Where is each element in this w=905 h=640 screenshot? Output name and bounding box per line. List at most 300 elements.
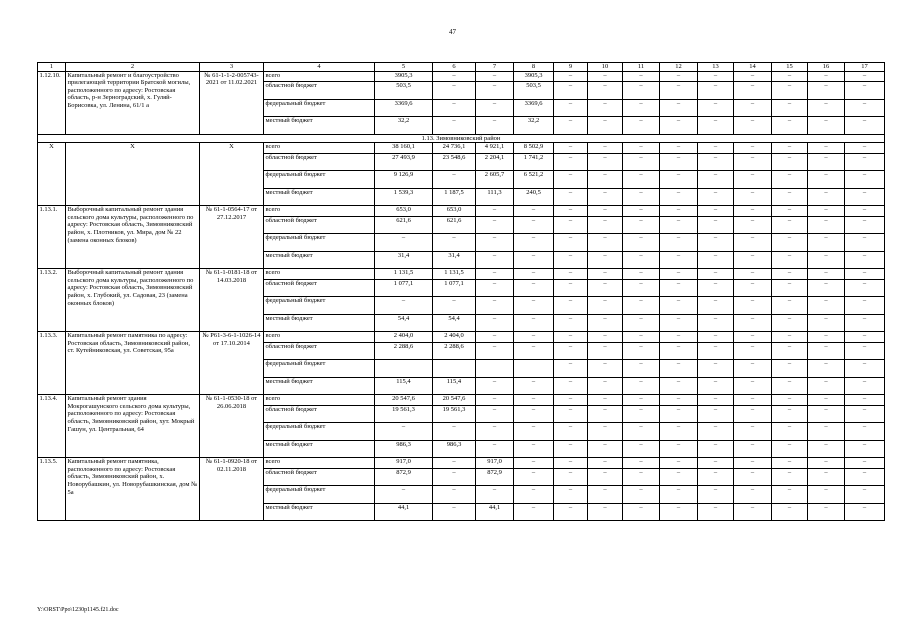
dash-cell: – — [698, 405, 734, 423]
value-cell: 2 288,6 — [375, 342, 433, 360]
item-document: № Р61-3-6-1-1026-14 от 17.10.2014 — [200, 332, 264, 395]
header-cell: 3 — [200, 63, 264, 72]
dash-cell: – — [772, 458, 808, 469]
budget-type: федеральный бюджет — [264, 99, 375, 117]
value-cell: – — [476, 314, 514, 332]
item-id: 1.13.3. — [38, 332, 66, 395]
dash-cell: – — [660, 332, 698, 343]
value-cell: – — [476, 423, 514, 441]
dash-cell: – — [808, 143, 845, 154]
budget-type: федеральный бюджет — [264, 171, 375, 189]
data-table — [37, 62, 885, 521]
budget-type: всего — [264, 143, 375, 154]
value-cell: 27 493,9 — [375, 153, 433, 171]
dash-cell: – — [845, 342, 885, 360]
dash-cell: – — [845, 216, 885, 234]
dash-cell: – — [808, 395, 845, 406]
value-cell: – — [433, 458, 476, 469]
dash-cell: – — [698, 71, 734, 82]
dash-cell: – — [808, 297, 845, 315]
dash-cell: – — [734, 332, 772, 343]
item-id: 1.13.5. — [38, 458, 66, 521]
dash-cell: – — [734, 269, 772, 280]
dash-cell: – — [588, 360, 623, 378]
dash-cell: – — [734, 234, 772, 252]
dash-cell: – — [660, 342, 698, 360]
value-cell: – — [476, 395, 514, 406]
value-cell: – — [514, 314, 554, 332]
section-title: 1.13. Зимовниковский район — [38, 134, 885, 143]
dash-cell: – — [808, 377, 845, 395]
budget-type: всего — [264, 269, 375, 280]
dash-cell: – — [623, 360, 660, 378]
budget-type: федеральный бюджет — [264, 234, 375, 252]
dash-cell: – — [698, 206, 734, 217]
section-row — [38, 134, 885, 143]
value-cell: – — [476, 251, 514, 269]
dash-cell: – — [698, 297, 734, 315]
dash-cell: – — [734, 279, 772, 297]
value-cell: 111,3 — [476, 188, 514, 206]
value-cell: – — [433, 117, 476, 135]
dash-cell: – — [845, 206, 885, 217]
item-document: № 61-1-0181-18 от 14.03.2018 — [200, 269, 264, 332]
dash-cell: – — [772, 171, 808, 189]
header-cell: 6 — [433, 63, 476, 72]
value-cell: – — [514, 405, 554, 423]
header-cell: 2 — [66, 63, 200, 72]
header-cell: 5 — [375, 63, 433, 72]
dash-cell: – — [772, 143, 808, 154]
value-cell: 1 131,5 — [375, 269, 433, 280]
dash-cell: – — [845, 153, 885, 171]
value-cell: – — [433, 297, 476, 315]
dash-cell: – — [772, 342, 808, 360]
value-cell: 503,5 — [514, 82, 554, 100]
dash-cell: – — [845, 395, 885, 406]
dash-cell: – — [845, 117, 885, 135]
value-cell: 3905,3 — [514, 71, 554, 82]
dash-cell: – — [660, 117, 698, 135]
dash-cell: – — [808, 188, 845, 206]
dash-cell: – — [623, 143, 660, 154]
value-cell: – — [514, 440, 554, 458]
dash-cell: – — [554, 216, 588, 234]
value-cell: – — [476, 440, 514, 458]
budget-type: местный бюджет — [264, 251, 375, 269]
dash-cell: – — [660, 503, 698, 521]
value-cell: – — [476, 297, 514, 315]
value-cell: 1 077,1 — [433, 279, 476, 297]
value-cell: – — [476, 117, 514, 135]
dash-cell: – — [660, 216, 698, 234]
dash-cell: – — [588, 377, 623, 395]
budget-type: всего — [264, 71, 375, 82]
dash-cell: – — [734, 395, 772, 406]
dash-cell: – — [772, 82, 808, 100]
dash-cell: – — [845, 486, 885, 504]
dash-cell: – — [772, 153, 808, 171]
dash-cell: – — [554, 440, 588, 458]
dash-cell: – — [554, 279, 588, 297]
dash-cell: – — [698, 188, 734, 206]
dash-cell: – — [588, 395, 623, 406]
dash-cell: – — [734, 153, 772, 171]
dash-cell: – — [554, 395, 588, 406]
dash-cell: – — [808, 332, 845, 343]
value-cell: 44,1 — [375, 503, 433, 521]
budget-type: местный бюджет — [264, 440, 375, 458]
value-cell: – — [514, 503, 554, 521]
dash-cell: – — [588, 332, 623, 343]
dash-cell: – — [698, 153, 734, 171]
dash-cell: – — [772, 423, 808, 441]
dash-cell: – — [588, 82, 623, 100]
header-cell: 15 — [772, 63, 808, 72]
budget-type: областной бюджет — [264, 342, 375, 360]
value-cell: – — [514, 395, 554, 406]
dash-cell: – — [588, 99, 623, 117]
dash-cell: – — [588, 143, 623, 154]
dash-cell: – — [554, 143, 588, 154]
header-cell: 11 — [623, 63, 660, 72]
dash-cell: – — [623, 423, 660, 441]
value-cell: – — [514, 251, 554, 269]
dash-cell: – — [588, 405, 623, 423]
value-cell: – — [433, 82, 476, 100]
item-id: 1.13.2. — [38, 269, 66, 332]
dash-cell: – — [554, 99, 588, 117]
value-cell: 1 741,2 — [514, 153, 554, 171]
dash-cell: – — [554, 153, 588, 171]
value-cell: – — [476, 342, 514, 360]
page-number: 47 — [449, 28, 456, 36]
dash-cell: – — [734, 360, 772, 378]
dash-cell: – — [554, 206, 588, 217]
budget-type: местный бюджет — [264, 503, 375, 521]
value-cell: 917,0 — [375, 458, 433, 469]
dash-cell: – — [698, 143, 734, 154]
budget-type: областной бюджет — [264, 279, 375, 297]
value-cell: – — [375, 234, 433, 252]
dash-cell: – — [623, 342, 660, 360]
value-cell: 1 077,1 — [375, 279, 433, 297]
value-cell: – — [514, 297, 554, 315]
dash-cell: – — [554, 269, 588, 280]
dash-cell: – — [623, 503, 660, 521]
dash-cell: – — [588, 503, 623, 521]
item-name: Капитальный ремонт памятника по адресу: Ростовская область, Зимовниковский район, ст. Кутейниковская, ул. Советская, 95а — [66, 332, 200, 395]
budget-type: областной бюджет — [264, 405, 375, 423]
budget-type: федеральный бюджет — [264, 297, 375, 315]
dash-cell: – — [660, 377, 698, 395]
dash-cell: – — [588, 440, 623, 458]
value-cell: – — [514, 377, 554, 395]
dash-cell: – — [660, 206, 698, 217]
value-cell: 621,6 — [375, 216, 433, 234]
value-cell: 9 126,9 — [375, 171, 433, 189]
value-cell: 2 404,0 — [433, 332, 476, 343]
value-cell: 2 605,7 — [476, 171, 514, 189]
value-cell: 19 561,3 — [433, 405, 476, 423]
value-cell: – — [514, 206, 554, 217]
dash-cell: – — [734, 377, 772, 395]
dash-cell: – — [808, 405, 845, 423]
value-cell: – — [476, 486, 514, 504]
dash-cell: – — [554, 405, 588, 423]
dash-cell: – — [623, 405, 660, 423]
dash-cell: – — [734, 188, 772, 206]
value-cell: 1 539,3 — [375, 188, 433, 206]
dash-cell: – — [734, 486, 772, 504]
budget-type: всего — [264, 206, 375, 217]
value-cell: – — [433, 99, 476, 117]
value-cell: 54,4 — [375, 314, 433, 332]
value-cell: – — [514, 269, 554, 280]
item-document: № 61-1-0530-18 от 26.06.2018 — [200, 395, 264, 458]
dash-cell: – — [734, 117, 772, 135]
value-cell: – — [433, 234, 476, 252]
dash-cell: – — [845, 440, 885, 458]
dash-cell: – — [808, 279, 845, 297]
value-cell: – — [375, 486, 433, 504]
value-cell: – — [514, 234, 554, 252]
dash-cell: – — [808, 423, 845, 441]
value-cell: – — [514, 279, 554, 297]
value-cell: 8 502,9 — [514, 143, 554, 154]
dash-cell: – — [734, 458, 772, 469]
value-cell: – — [514, 332, 554, 343]
dash-cell: – — [808, 206, 845, 217]
value-cell: 3905,3 — [375, 71, 433, 82]
dash-cell: – — [660, 405, 698, 423]
dash-cell: – — [588, 234, 623, 252]
dash-cell: – — [734, 99, 772, 117]
dash-cell: – — [772, 405, 808, 423]
dash-cell: – — [808, 99, 845, 117]
value-cell — [433, 360, 476, 378]
dash-cell: – — [845, 377, 885, 395]
dash-cell: – — [660, 440, 698, 458]
dash-cell: – — [660, 297, 698, 315]
value-cell: – — [433, 71, 476, 82]
value-cell: 986,3 — [375, 440, 433, 458]
value-cell: – — [433, 486, 476, 504]
dash-cell: – — [698, 360, 734, 378]
dash-cell: – — [808, 440, 845, 458]
dash-cell: – — [734, 423, 772, 441]
value-cell: – — [476, 82, 514, 100]
dash-cell: – — [845, 297, 885, 315]
dash-cell: – — [554, 314, 588, 332]
value-cell: – — [433, 468, 476, 486]
table-row — [38, 269, 885, 280]
header-cell: 1 — [38, 63, 66, 72]
dash-cell: – — [554, 234, 588, 252]
dash-cell: – — [554, 360, 588, 378]
dash-cell: – — [698, 377, 734, 395]
dash-cell: – — [845, 251, 885, 269]
dash-cell: – — [660, 143, 698, 154]
value-cell: 23 548,6 — [433, 153, 476, 171]
dash-cell: – — [660, 269, 698, 280]
item-id: Х — [38, 143, 66, 206]
budget-type: местный бюджет — [264, 188, 375, 206]
value-cell: 653,0 — [375, 206, 433, 217]
dash-cell: – — [554, 468, 588, 486]
dash-cell: – — [734, 314, 772, 332]
dash-cell: – — [772, 360, 808, 378]
value-cell: 3369,6 — [514, 99, 554, 117]
dash-cell: – — [734, 297, 772, 315]
value-cell: 32,2 — [514, 117, 554, 135]
dash-cell: – — [772, 395, 808, 406]
dash-cell: – — [660, 71, 698, 82]
dash-cell: – — [734, 251, 772, 269]
item-document: Х — [200, 143, 264, 206]
dash-cell: – — [588, 486, 623, 504]
dash-cell: – — [734, 440, 772, 458]
budget-type: областной бюджет — [264, 82, 375, 100]
value-cell: 2 204,1 — [476, 153, 514, 171]
value-cell: – — [514, 423, 554, 441]
value-cell: – — [476, 206, 514, 217]
item-id: 1.13.1. — [38, 206, 66, 269]
dash-cell: – — [588, 216, 623, 234]
dash-cell: – — [623, 395, 660, 406]
dash-cell: – — [845, 405, 885, 423]
value-cell: 2 288,6 — [433, 342, 476, 360]
dash-cell: – — [845, 423, 885, 441]
dash-cell: – — [588, 269, 623, 280]
dash-cell: – — [623, 486, 660, 504]
item-document: № 61-1-0920-18 от 02.11.2018 — [200, 458, 264, 521]
table-row — [38, 332, 885, 343]
value-cell: – — [476, 405, 514, 423]
dash-cell: – — [698, 458, 734, 469]
dash-cell: – — [588, 206, 623, 217]
header-cell: 14 — [734, 63, 772, 72]
dash-cell: – — [554, 342, 588, 360]
dash-cell: – — [772, 117, 808, 135]
value-cell: 44,1 — [476, 503, 514, 521]
dash-cell: – — [588, 188, 623, 206]
dash-cell: – — [588, 423, 623, 441]
value-cell: 621,6 — [433, 216, 476, 234]
value-cell: 31,4 — [375, 251, 433, 269]
dash-cell: – — [554, 117, 588, 135]
budget-type: областной бюджет — [264, 216, 375, 234]
dash-cell: – — [588, 297, 623, 315]
dash-cell: – — [772, 503, 808, 521]
dash-cell: – — [554, 251, 588, 269]
dash-cell: – — [845, 314, 885, 332]
item-name: Капитальный ремонт здания Мокрогашунского сельского дома культуры, расположенного по адресу: Ростовская область, Зимовниковский район, хут. Мокрый Гашун, ул. Центральная, 64 — [66, 395, 200, 458]
value-cell: 653,0 — [433, 206, 476, 217]
dash-cell: – — [734, 405, 772, 423]
dash-cell: – — [623, 71, 660, 82]
dash-cell: – — [623, 99, 660, 117]
dash-cell: – — [808, 342, 845, 360]
dash-cell: – — [845, 269, 885, 280]
value-cell: – — [476, 377, 514, 395]
item-name: Капитальный ремонт памятника, расположенного по адресу: Ростовская область, Зимовниковский район, х. Новорубашкин, ул. Новорубашкинская, дом № 5а — [66, 458, 200, 521]
value-cell: – — [476, 234, 514, 252]
dash-cell: – — [623, 188, 660, 206]
dash-cell: – — [808, 486, 845, 504]
dash-cell: – — [698, 395, 734, 406]
dash-cell: – — [845, 468, 885, 486]
dash-cell: – — [623, 206, 660, 217]
dash-cell: – — [698, 171, 734, 189]
dash-cell: – — [808, 216, 845, 234]
dash-cell: – — [845, 188, 885, 206]
value-cell: 3369,6 — [375, 99, 433, 117]
value-cell: – — [476, 99, 514, 117]
value-cell: 872,9 — [476, 468, 514, 486]
dash-cell: – — [660, 99, 698, 117]
value-cell: 24 736,1 — [433, 143, 476, 154]
dash-cell: – — [554, 171, 588, 189]
dash-cell: – — [660, 153, 698, 171]
dash-cell: – — [808, 360, 845, 378]
dash-cell: – — [660, 82, 698, 100]
dash-cell: – — [698, 332, 734, 343]
dash-cell: – — [845, 71, 885, 82]
value-cell: – — [375, 297, 433, 315]
dash-cell: – — [845, 458, 885, 469]
budget-type: местный бюджет — [264, 117, 375, 135]
dash-cell: – — [660, 395, 698, 406]
value-cell: 32,2 — [375, 117, 433, 135]
value-cell: – — [433, 423, 476, 441]
dash-cell: – — [588, 117, 623, 135]
dash-cell: – — [623, 251, 660, 269]
dash-cell: – — [845, 171, 885, 189]
dash-cell: – — [623, 269, 660, 280]
table-row — [38, 206, 885, 217]
dash-cell: – — [734, 342, 772, 360]
dash-cell: – — [845, 99, 885, 117]
dash-cell: – — [698, 251, 734, 269]
budget-type: всего — [264, 395, 375, 406]
dash-cell: – — [698, 99, 734, 117]
dash-cell: – — [623, 440, 660, 458]
budget-type: федеральный бюджет — [264, 486, 375, 504]
value-cell: – — [476, 71, 514, 82]
value-cell: 2 404,0 — [375, 332, 433, 343]
value-cell: 1 131,5 — [433, 269, 476, 280]
dash-cell: – — [772, 234, 808, 252]
dash-cell: – — [772, 216, 808, 234]
value-cell: – — [514, 216, 554, 234]
header-cell: 4 — [264, 63, 375, 72]
dash-cell: – — [772, 188, 808, 206]
value-cell: – — [514, 342, 554, 360]
value-cell: 872,9 — [375, 468, 433, 486]
value-cell: – — [476, 269, 514, 280]
header-cell: 8 — [514, 63, 554, 72]
dash-cell: – — [554, 82, 588, 100]
dash-cell: – — [623, 279, 660, 297]
dash-cell: – — [660, 188, 698, 206]
budget-type: всего — [264, 458, 375, 469]
dash-cell: – — [772, 251, 808, 269]
dash-cell: – — [808, 234, 845, 252]
dash-cell: – — [660, 486, 698, 504]
dash-cell: – — [808, 153, 845, 171]
item-id: 1.12.10. — [38, 71, 66, 134]
